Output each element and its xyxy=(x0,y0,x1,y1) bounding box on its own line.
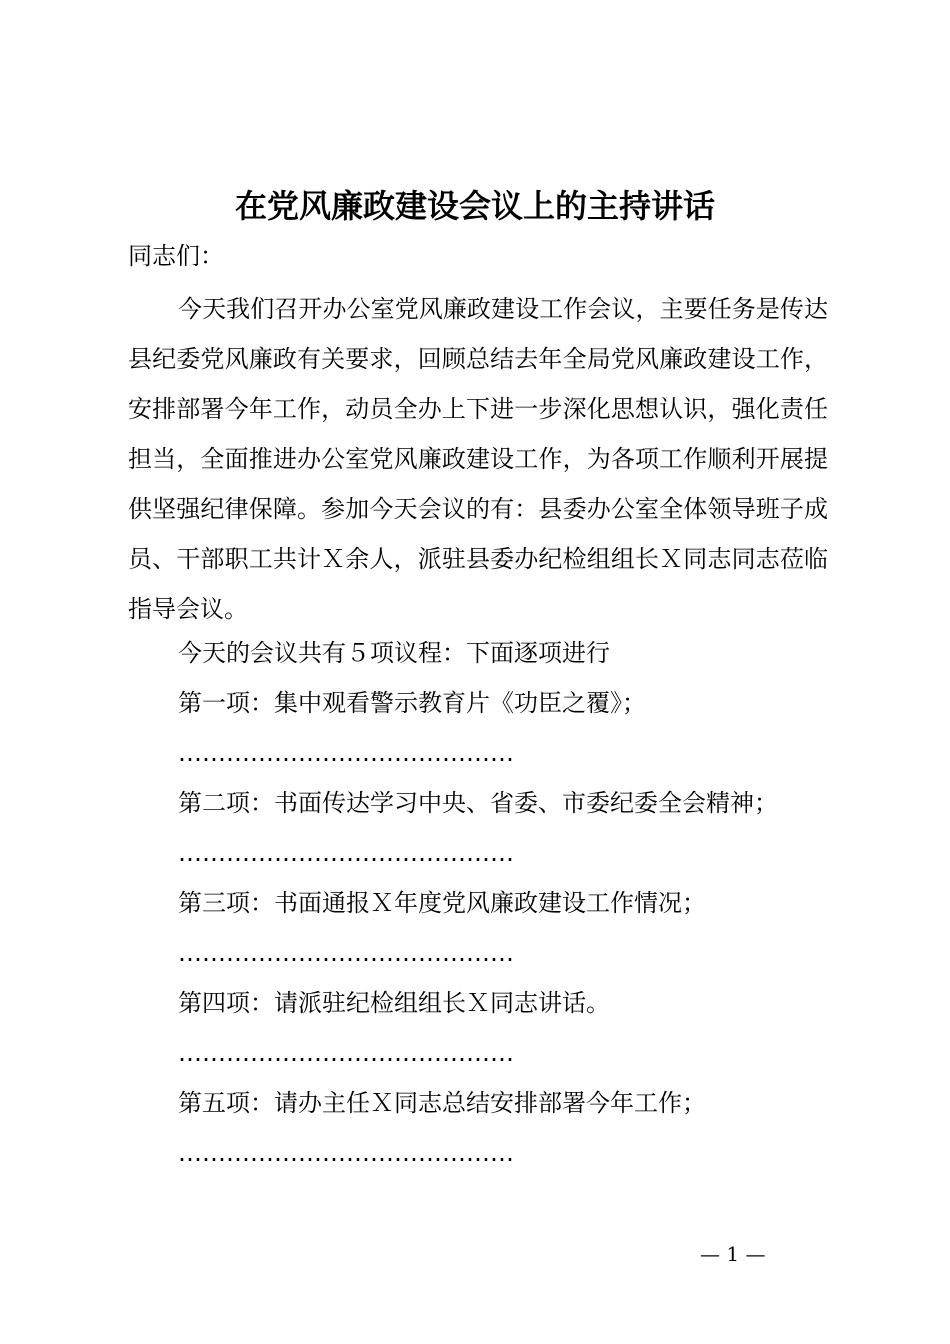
agenda-item-2: 第二项：书面传达学习中央、省委、市委纪委全会精神； xyxy=(178,789,778,817)
agenda-item-2-ellipsis: …………………………………… xyxy=(178,839,514,867)
agenda-item-3: 第三项：书面通报Ｘ年度党风廉政建设工作情况； xyxy=(178,889,706,917)
agenda-item-5: 第五项：请办主任Ｘ同志总结安排部署今年工作； xyxy=(178,1089,706,1117)
agenda-item-1-ellipsis: …………………………………… xyxy=(178,739,514,767)
agenda-item-1: 第一项：集中观看警示教育片《功臣之覆》； xyxy=(178,689,646,717)
document-title: 在党风廉政建设会议上的主持讲话 xyxy=(234,187,715,225)
intro-paragraph: 今天我们召开办公室党风廉政建设工作会议，主要任务是传达县纪委党风廉政有关要求，回顾总结去年全局党风廉政建设工作，安排部署今年工作，动员全办上下进一步深化思想认识，强化责任担当，全面推进办公室党风廉政建设工作，为各项工作顺利开展提供坚强纪律保障。参加今天会议的有：县委办公室全体领导班子成员、干部职工共计Ｘ余人，派驻县委办纪检组组长Ｘ同志同志莅临指导会议。 xyxy=(128,295,828,623)
agenda-item-5-ellipsis: …………………………………… xyxy=(178,1139,514,1167)
page-number: — 1 — xyxy=(700,1242,766,1266)
salutation: 同志们： xyxy=(128,242,224,270)
agenda-item-4-ellipsis: …………………………………… xyxy=(178,1039,514,1067)
agenda-intro: 今天的会议共有５项议程：下面逐项进行 xyxy=(178,639,610,667)
agenda-item-4: 第四项：请派驻纪检组组长Ｘ同志讲话。 xyxy=(178,989,610,1017)
agenda-item-3-ellipsis: …………………………………… xyxy=(178,939,514,967)
